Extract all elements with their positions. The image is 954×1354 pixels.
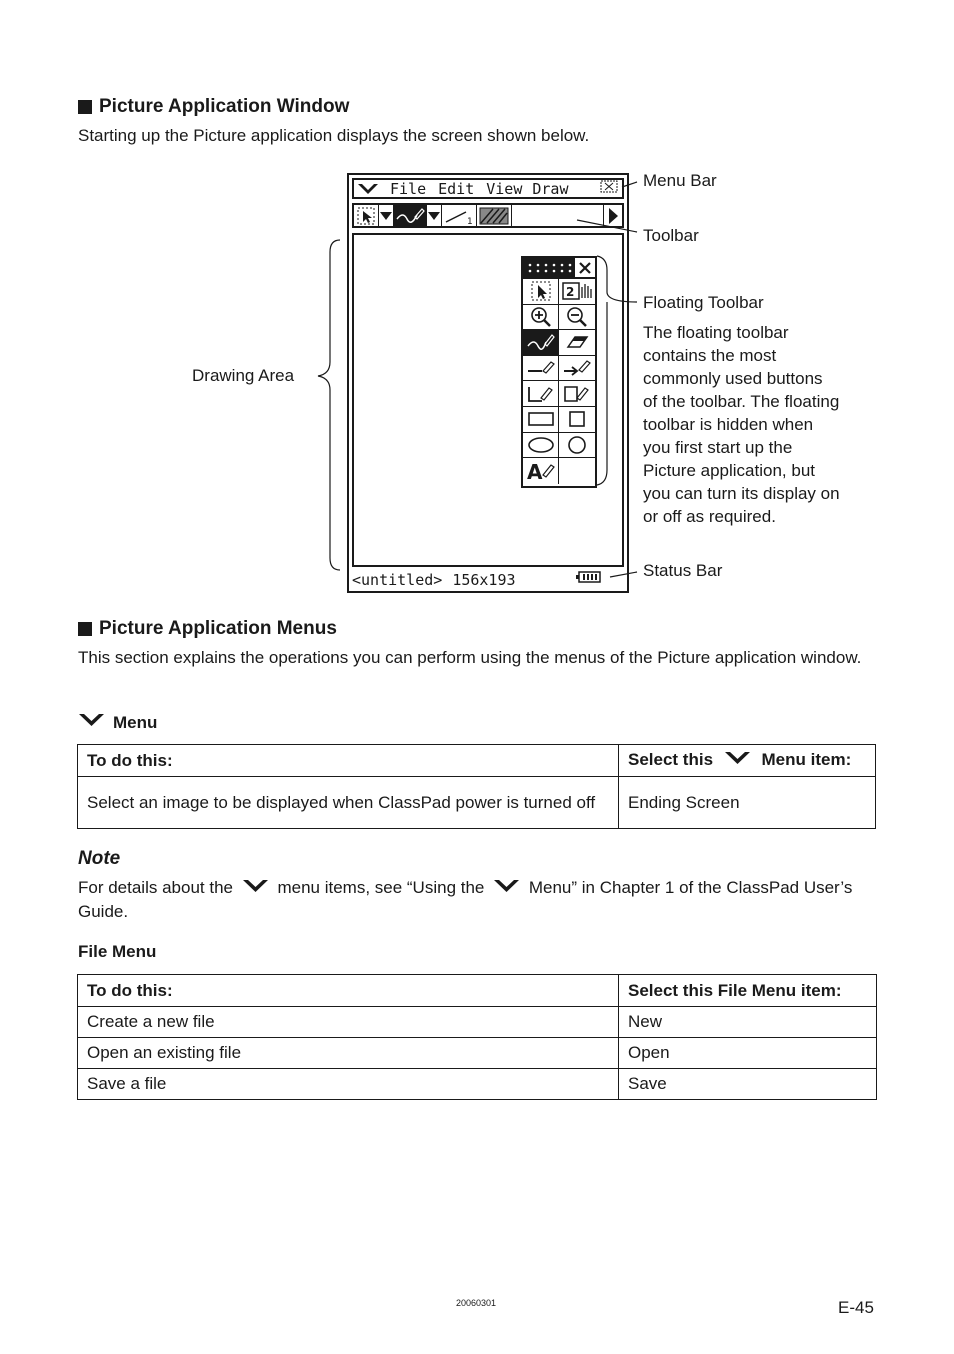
file-row-item: Save <box>619 1069 877 1100</box>
note-text <box>78 876 868 923</box>
menu-file[interactable]: File <box>390 179 427 198</box>
floating-desc-line: of the toolbar. The floating <box>643 392 840 411</box>
callout-toolbar: Toolbar <box>643 226 699 245</box>
file-table-header-item: Select this File Menu item: <box>619 975 877 1007</box>
table-row <box>78 1038 877 1069</box>
floating-desc-line: The floating toolbar <box>643 323 789 342</box>
callout-line-toolbar <box>577 220 637 232</box>
footer-code: 20060301 <box>456 1298 497 1308</box>
menu-view[interactable]: View <box>486 179 523 198</box>
callout-line-status-bar <box>610 572 637 577</box>
table-row <box>78 777 876 829</box>
section-intro-menus: This section explains the operations you can perform using the menus of the Picture application window. <box>78 648 862 667</box>
svg-text:A: A <box>526 459 542 482</box>
section-heading-menus-text: Picture Application Menus <box>99 618 337 639</box>
floating-desc-line: contains the most <box>643 346 777 365</box>
floating-toolbar-brace <box>597 256 637 485</box>
menu-table-header-item <box>619 745 876 777</box>
table-row <box>78 1007 877 1038</box>
bullet-square-icon <box>78 622 92 636</box>
callout-floating-desc <box>643 321 873 528</box>
callout-status-bar: Status Bar <box>643 561 723 580</box>
callout-drawing-area: Drawing Area <box>192 366 295 385</box>
callout-menu-bar: Menu Bar <box>643 171 717 190</box>
floating-desc-line: you can turn its display on <box>643 484 840 503</box>
callout-line-menu-bar <box>622 182 637 187</box>
file-row-item: New <box>619 1007 877 1038</box>
file-table-label: File Menu <box>78 942 157 961</box>
floating-desc-line: you first start up the <box>643 438 793 457</box>
table-row <box>78 1069 877 1100</box>
menu-table-header-action: To do this: <box>78 745 619 777</box>
drawing-area-brace <box>318 240 340 570</box>
menu-table-header-pre: Select this <box>628 750 714 770</box>
status-size: 156x193 <box>452 570 516 589</box>
file-row-item: Open <box>619 1038 877 1069</box>
svg-text:2: 2 <box>566 285 575 300</box>
page-number: E-45 <box>838 1298 874 1317</box>
note-title: Note <box>78 848 121 869</box>
menu-table-header-post: Menu item: <box>761 750 852 770</box>
file-table <box>77 974 877 1100</box>
menu-edit[interactable]: Edit <box>438 179 475 198</box>
file-row-action: Open an existing file <box>78 1038 619 1069</box>
status-filename: <untitled> <box>352 570 443 589</box>
floating-desc-line: or off as required. <box>643 507 776 526</box>
menu-table-label-text: Menu <box>113 712 158 732</box>
file-table-header-action: To do this: <box>78 975 619 1007</box>
section-intro-window: Starting up the Picture application displays the screen shown below. <box>78 126 590 145</box>
menu-table <box>77 744 876 829</box>
file-row-action: Create a new file <box>78 1007 619 1038</box>
floating-desc-line: commonly used buttons <box>643 369 823 388</box>
note-text-post: Menu” in Chapter 1 of the ClassPad User’s Guide. <box>78 878 853 922</box>
menu-chevron-icon <box>242 877 269 900</box>
menu-chevron-icon <box>493 877 520 900</box>
menu-table-label <box>78 712 157 733</box>
floating-desc-line: toolbar is hidden when <box>643 415 814 434</box>
file-row-action: Save a file <box>78 1069 619 1100</box>
menu-row-item: Ending Screen <box>619 777 876 829</box>
menu-draw[interactable]: Draw <box>532 179 569 198</box>
menu-row-action: Select an image to be displayed when ClassPad power is turned off <box>78 777 619 829</box>
floating-desc-line: Picture application, but <box>643 461 815 480</box>
section-heading-menus <box>78 618 337 640</box>
menu-chevron-icon <box>724 750 751 772</box>
note-text-mid: menu items, see “Using the <box>277 878 485 897</box>
section-heading-window-text: Picture Application Window <box>99 96 350 117</box>
menu-chevron-icon <box>78 712 105 733</box>
callout-floating-toolbar: Floating Toolbar <box>643 293 764 312</box>
svg-text:1: 1 <box>467 216 473 225</box>
note-text-pre: For details about the <box>78 878 233 897</box>
